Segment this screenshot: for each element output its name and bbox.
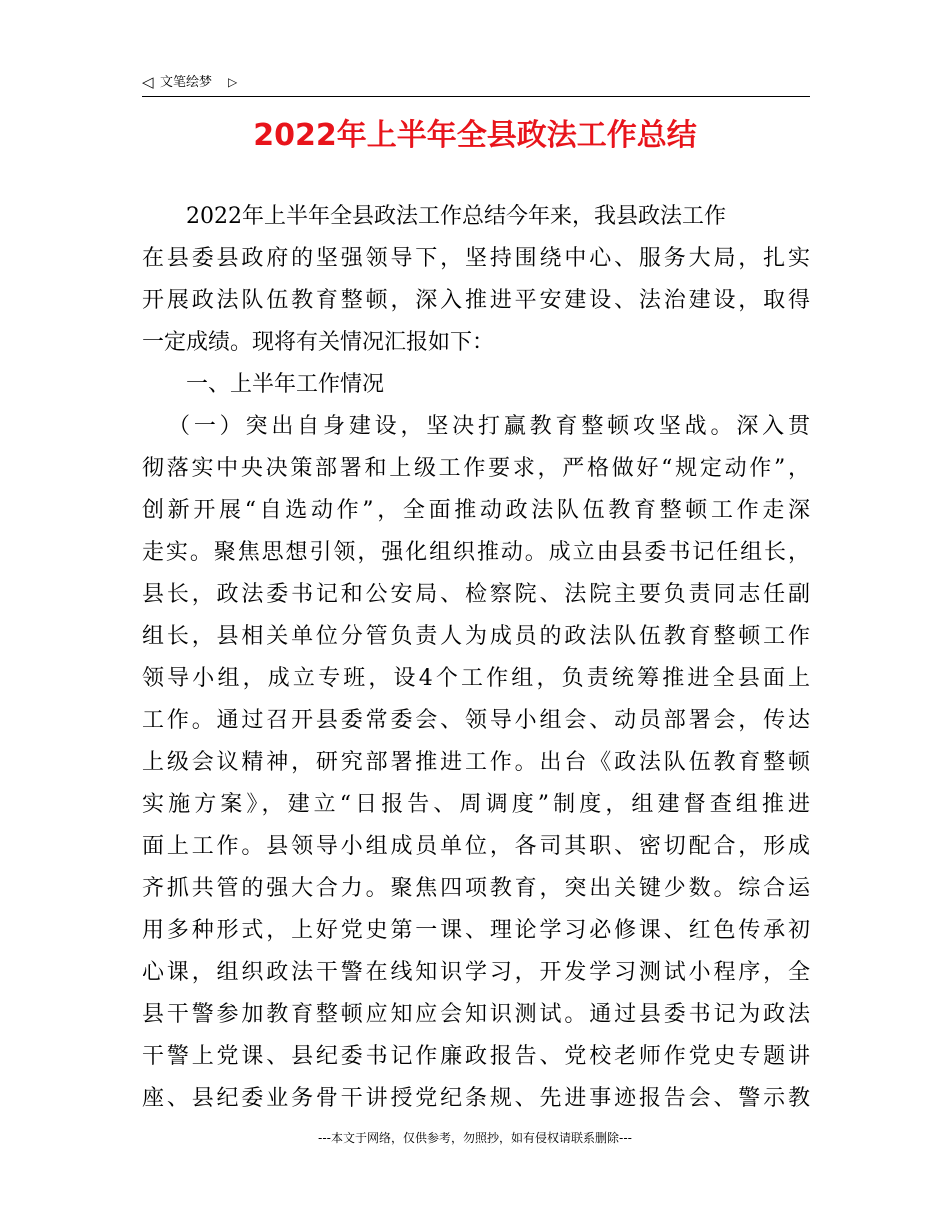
page-header [142, 72, 810, 97]
body-line: 用多种形式，上好党史第一课、理论学习必修课、红色传承初 [142, 918, 810, 943]
body-line: 创新开展“自选动作”，全面推动政法队伍教育整顿工作走深 [142, 498, 810, 523]
section-heading: 一、上半年工作情况 [186, 372, 385, 397]
body-line: 走实。聚焦思想引领，强化组织推动。成立由县委书记任组长， [142, 540, 810, 565]
left-triangle-icon: ◁ [142, 73, 154, 91]
document-body [142, 196, 810, 1120]
body-line: 县干警参加教育整顿应知应会知识测试。通过县委书记为政法 [142, 1002, 810, 1027]
body-line: 开展政法队伍教育整顿，深入推进平安建设、法治建设，取得 [142, 288, 810, 313]
body-line: 工作。通过召开县委常委会、领导小组会、动员部署会，传达 [142, 708, 810, 733]
body-line: 一定成绩。现将有关情况汇报如下： [142, 330, 495, 355]
body-line: 彻落实中央决策部署和上级工作要求，严格做好“规定动作”， [142, 456, 810, 481]
body-line: 干警上党课、县纪委书记作廉政报告、党校老师作党史专题讲 [142, 1044, 810, 1069]
body-line: 领导小组，成立专班，设4个工作组，负责统筹推进全县面上 [142, 666, 810, 691]
body-line: 上级会议精神，研究部署推进工作。出台《政法队伍教育整顿 [142, 750, 810, 775]
body-line: 面上工作。县领导小组成员单位，各司其职、密切配合，形成 [142, 834, 810, 859]
body-line: 组长，县相关单位分管负责人为成员的政法队伍教育整顿工作 [142, 624, 810, 649]
body-line: 齐抓共管的强大合力。聚焦四项教育，突出关键少数。综合运 [142, 876, 810, 901]
body-line: （一）突出自身建设，坚决打赢教育整顿攻坚战。深入贯 [168, 414, 810, 439]
body-line: 实施方案》，建立“日报告、周调度”制度，组建督查组推进 [142, 792, 810, 817]
body-line: 座、县纪委业务骨干讲授党纪条规、先进事迹报告会、警示教 [142, 1086, 810, 1111]
copyright-notice: ---本文于网络，仅供参考，勿照抄，如有侵权请联系删除--- [318, 1131, 632, 1145]
right-triangle-icon: ▷ [228, 75, 238, 89]
body-line: 2022年上半年全县政法工作总结今年来，我县政法工作 [186, 204, 726, 229]
body-line: 在县委县政府的坚强领导下，坚持围绕中心、服务大局，扎实 [142, 246, 810, 271]
header-brand: 文笔绘梦 [160, 75, 213, 90]
body-line: 县长，政法委书记和公安局、检察院、法院主要负责同志任副 [142, 582, 810, 607]
body-line: 心课，组织政法干警在线知识学习，开发学习测试小程序，全 [142, 960, 810, 985]
document-title: 2022年上半年全县政法工作总结 [253, 118, 697, 153]
